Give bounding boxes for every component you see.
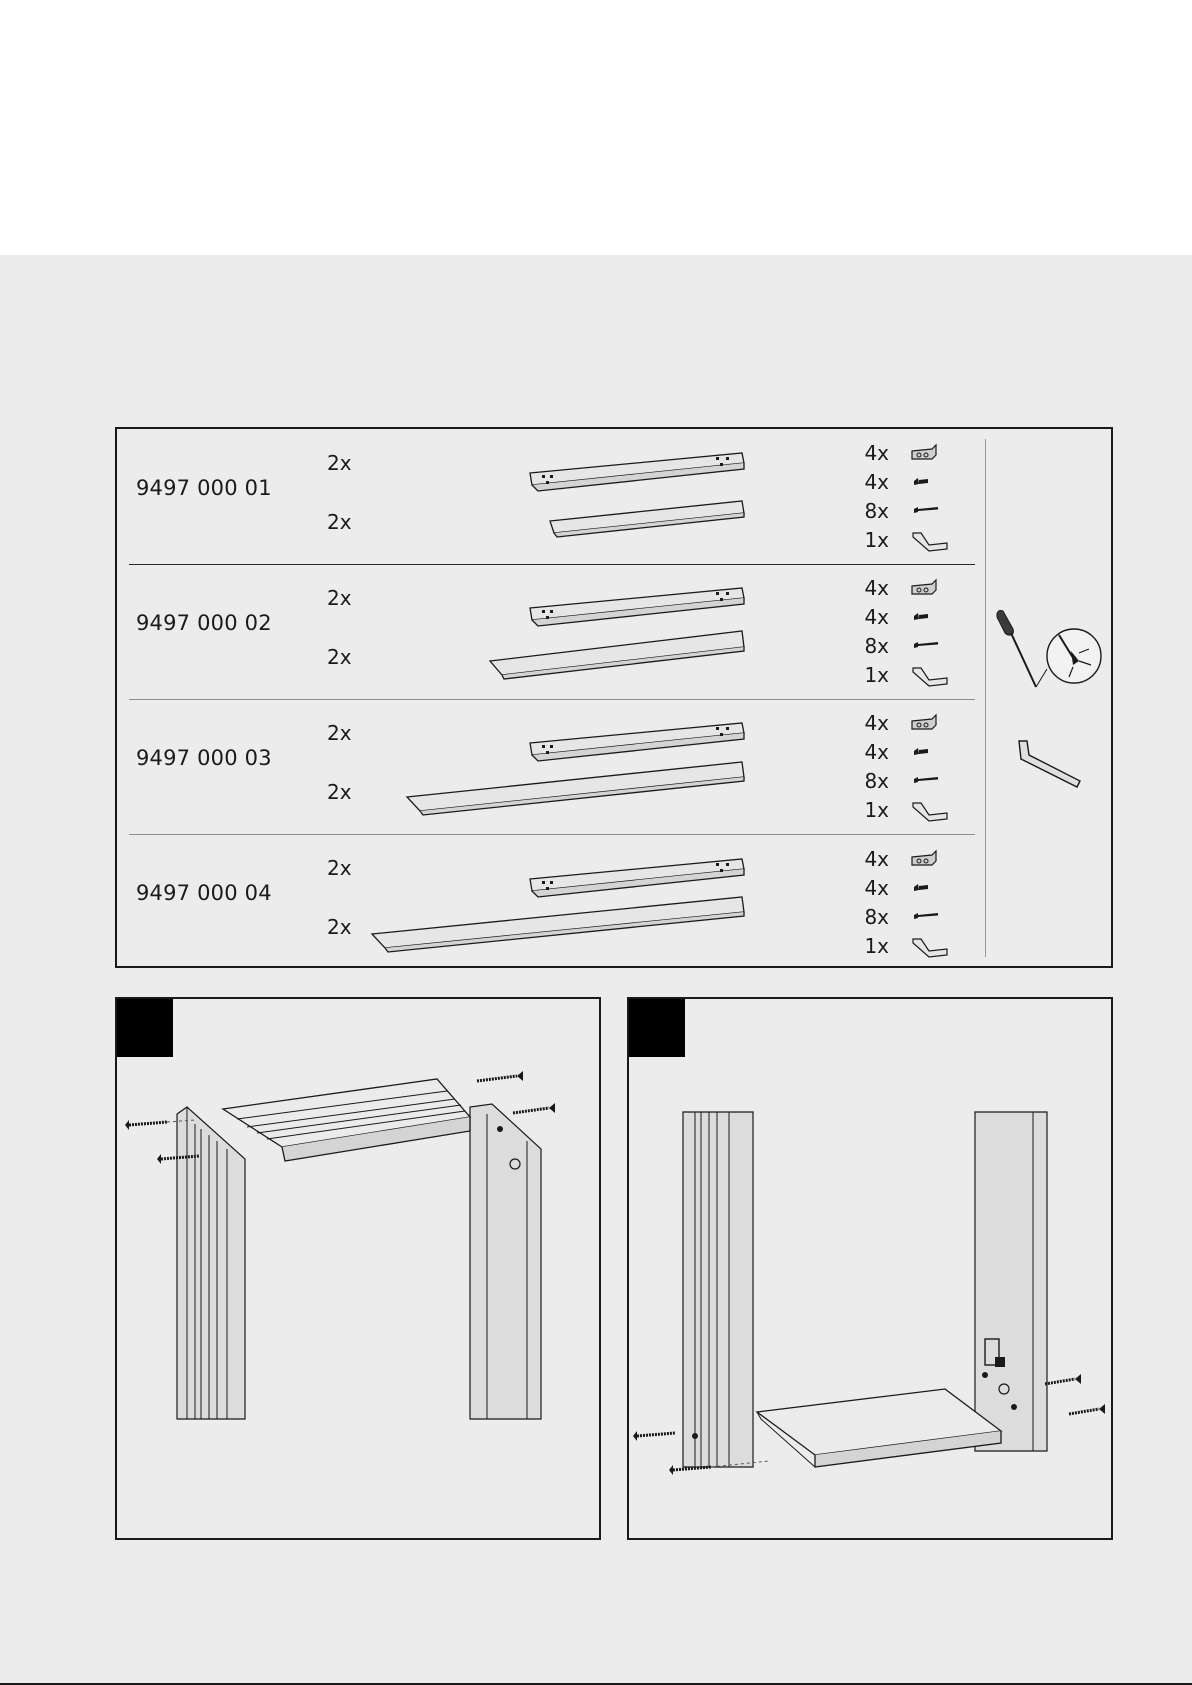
bracket-icon <box>912 580 936 594</box>
long-screw-icon <box>914 642 938 648</box>
shelf-panel <box>223 1079 470 1161</box>
screw-icon <box>477 1071 523 1081</box>
hardware-quantity: 4x <box>864 605 889 629</box>
screw-icon <box>633 1431 675 1441</box>
part-number: 9497 000 04 <box>136 881 272 905</box>
screwdriver-icon <box>997 611 1101 687</box>
hardware-quantity: 1x <box>864 663 889 687</box>
clip-icon <box>913 668 947 686</box>
quantity-label: 2x <box>327 780 352 804</box>
hardware-quantity: 4x <box>864 441 889 465</box>
step-2-illustration <box>629 999 1111 1538</box>
hardware-quantity: 8x <box>864 905 889 929</box>
part-number: 9497 000 01 <box>136 476 272 500</box>
right-side-panel <box>470 1104 541 1419</box>
shelf-panel <box>407 762 744 815</box>
screw-icon <box>1069 1404 1105 1414</box>
part-number: 9497 000 02 <box>136 611 272 635</box>
hardware-quantity: 4x <box>864 470 889 494</box>
bracket-icon <box>912 851 936 865</box>
hardware-quantity: 1x <box>864 934 889 958</box>
short-screw-icon <box>914 748 928 755</box>
allen-key-icon <box>1019 741 1080 787</box>
short-screw-icon <box>914 613 928 620</box>
parts-illustrations <box>117 429 1111 966</box>
assembly-step-2 <box>627 997 1113 1540</box>
hardware-quantity: 4x <box>864 847 889 871</box>
left-side-panel <box>683 1112 753 1467</box>
shelf-panel <box>550 501 744 537</box>
hardware-icons-row-3 <box>912 715 947 821</box>
quantity-label: 2x <box>327 856 352 880</box>
long-screw-icon <box>914 913 938 919</box>
hardware-quantity: 4x <box>864 576 889 600</box>
hardware-quantity: 4x <box>864 876 889 900</box>
left-side-panel <box>177 1107 245 1419</box>
shelf-panel <box>757 1389 1001 1467</box>
hardware-quantity: 8x <box>864 769 889 793</box>
short-screw-icon <box>914 884 928 891</box>
quantity-label: 2x <box>327 645 352 669</box>
parts-list-table <box>115 427 1113 968</box>
hardware-quantity: 1x <box>864 798 889 822</box>
shelf-panel <box>490 631 744 679</box>
right-side-panel <box>975 1112 1047 1451</box>
short-screw-icon <box>914 478 928 485</box>
shelf-rail <box>530 723 744 761</box>
shelf-panel <box>372 897 744 952</box>
quantity-label: 2x <box>327 586 352 610</box>
hardware-quantity: 4x <box>864 740 889 764</box>
hardware-quantity: 1x <box>864 528 889 552</box>
part-number: 9497 000 03 <box>136 746 272 770</box>
screw-icon <box>1045 1374 1081 1384</box>
hardware-icons-row-1 <box>912 445 947 551</box>
hardware-icons-row-2 <box>912 580 947 686</box>
hardware-quantity: 8x <box>864 499 889 523</box>
shelf-rail <box>530 859 744 897</box>
clip-icon <box>913 803 947 821</box>
hardware-quantity: 4x <box>864 711 889 735</box>
clip-icon <box>913 939 947 957</box>
screw-icon <box>513 1103 555 1113</box>
assembly-step-1 <box>115 997 601 1540</box>
long-screw-icon <box>914 777 938 783</box>
bracket-icon <box>912 715 936 729</box>
hardware-quantity: 8x <box>864 634 889 658</box>
quantity-label: 2x <box>327 451 352 475</box>
hardware-icons-row-4 <box>912 851 947 957</box>
shelf-rail <box>530 453 744 491</box>
step-1-illustration <box>117 999 599 1538</box>
quantity-label: 2x <box>327 721 352 745</box>
clip-icon <box>913 533 947 551</box>
quantity-label: 2x <box>327 510 352 534</box>
long-screw-icon <box>914 507 938 513</box>
quantity-label: 2x <box>327 915 352 939</box>
shelf-rail <box>530 588 744 626</box>
bracket-icon <box>912 445 936 459</box>
